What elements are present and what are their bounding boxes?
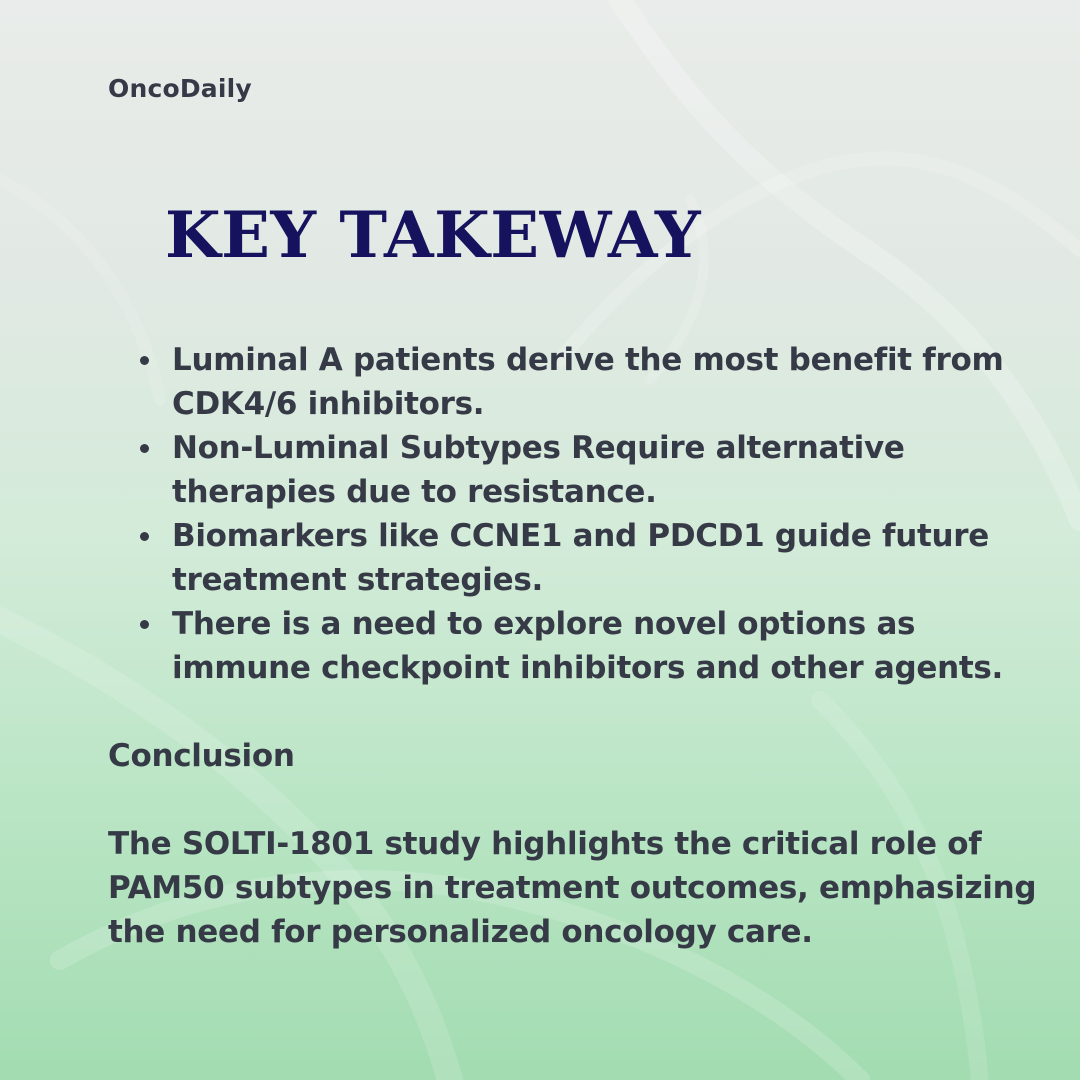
bullet-icon [140,444,149,453]
bullet-icon [140,532,149,541]
takeaway-item [140,338,1020,426]
takeaway-text: Luminal A patients derive the most benefit from CDK4/6 inhibitors. [172,342,1004,422]
takeaway-text: Non-Luminal Subtypes Require alternative therapies due to resistance. [172,430,905,510]
conclusion-heading: Conclusion [108,738,295,774]
brand-name: OncoDaily [108,74,252,103]
bullet-icon [140,356,149,365]
takeaway-item [140,514,1020,602]
takeaway-item [140,602,1020,690]
conclusion-body: The SOLTI-1801 study highlights the critical role of PAM50 subtypes in treatment outcomes, emphasizing the need for personalized oncology care. [108,826,1037,950]
takeaway-item [140,426,1020,514]
page-title: KEY TAKEWAY [165,198,701,273]
takeaway-text: Biomarkers like CCNE1 and PDCD1 guide future treatment strategies. [172,518,989,598]
bullet-icon [140,620,149,629]
takeaway-list [140,338,1020,690]
takeaway-text: There is a need to explore novel options as immune checkpoint inhibitors and other agents. [172,606,1004,686]
